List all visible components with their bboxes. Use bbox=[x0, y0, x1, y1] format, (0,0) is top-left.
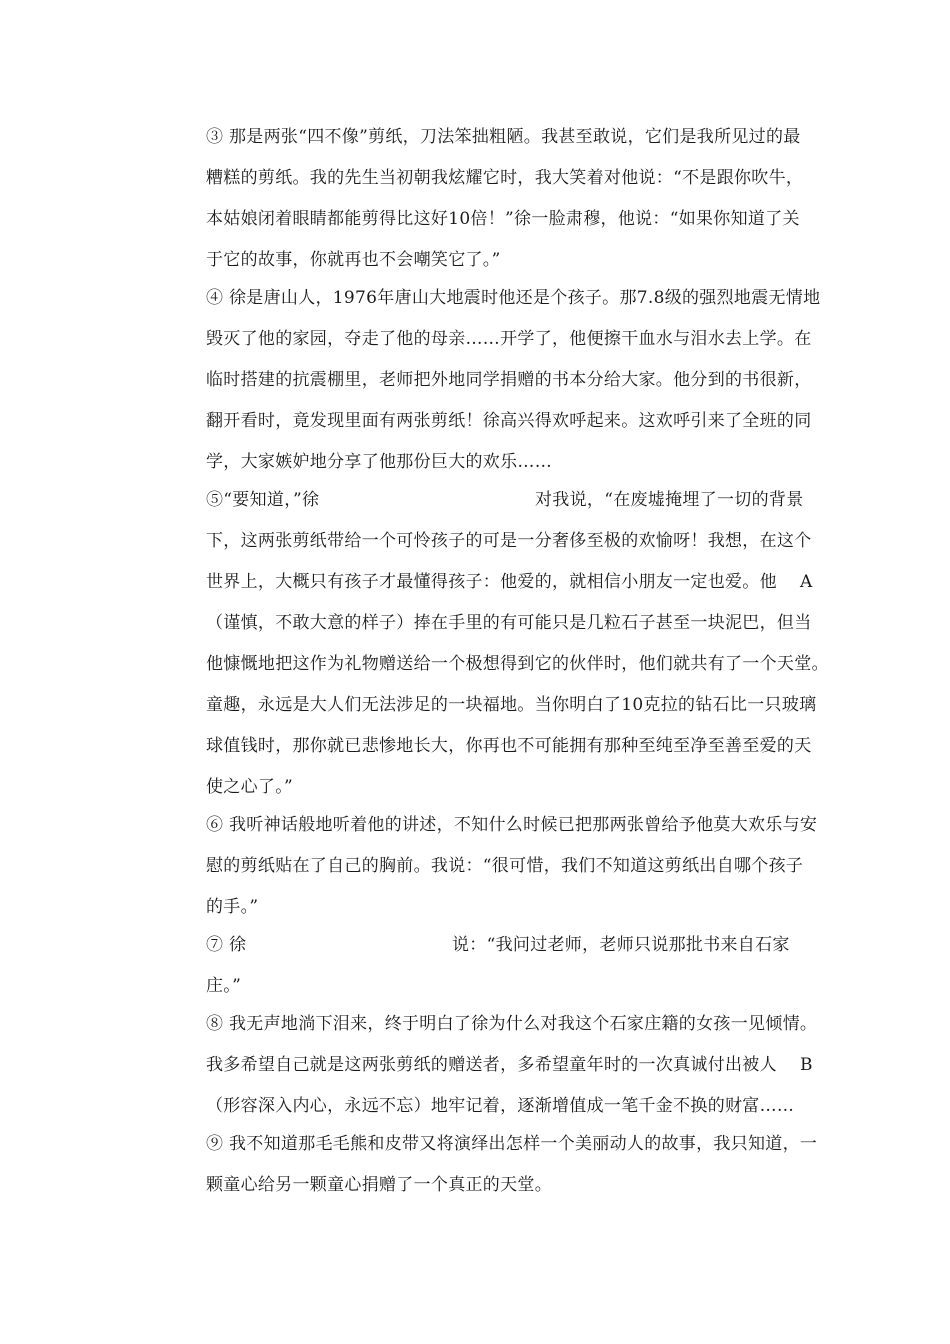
text-line: （谨慎，不敢大意的样子）捧在手里的有可能只是几粒石子甚至一块泥巴，但当 bbox=[206, 613, 812, 633]
text-line-with-gap bbox=[206, 485, 806, 515]
text-line: 球值钱时，那你就已悲惨地长大，你再也不可能拥有那种至纯至净至善至爱的天 bbox=[206, 736, 812, 756]
text-segment: 我多希望自己就是这两张剪纸的赠送者，多希望童年时的一次真诚付出被人 bbox=[206, 1055, 777, 1075]
text-line: 毁灭了他的家园，夺走了他的母亲……开学了，他便擦干血水与泪水去上学。在 bbox=[206, 329, 812, 349]
text-line: （形容深入内心，永远不忘）地牢记着，逐渐增值成一笔千金不换的财富…… bbox=[206, 1096, 795, 1116]
text-line-with-blank bbox=[206, 1050, 813, 1080]
text-line: 童趣，永远是大人们无法涉足的一块福地。当你明白了10克拉的钻石比一只玻璃 bbox=[206, 695, 817, 715]
paragraph-5-continuation: 对我说，“在废墟掩埋了一切的背景 bbox=[535, 490, 804, 510]
text-line: 使之心了。” bbox=[206, 777, 293, 797]
text-line: 他慷慨地把这作为礼物赠送给一个极想得到它的伙伴时，他们就共有了一个天堂。 bbox=[206, 654, 829, 674]
blank-marker-a: A bbox=[800, 572, 813, 592]
text-line: 翻开看时，竟发现里面有两张剪纸！徐高兴得欢呼起来。这欢呼引来了全班的同 bbox=[206, 411, 812, 431]
text-line: 颗童心给另一颗童心捐赠了一个真正的天堂。 bbox=[206, 1175, 552, 1195]
paragraph-7-start: ⑦ 徐 bbox=[206, 935, 247, 955]
text-line: 下，这两张剪纸带给一个可怜孩子的可是一分奢侈至极的欢愉呀！我想，在这个 bbox=[206, 531, 812, 551]
text-line: ⑨ 我不知道那毛毛熊和皮带又将演绎出怎样一个美丽动人的故事，我只知道，一 bbox=[206, 1134, 818, 1154]
text-line-with-gap bbox=[206, 930, 806, 960]
text-line: 于它的故事，你就再也不会嘲笑它了。” bbox=[206, 250, 501, 270]
text-line: ⑧ 我无声地淌下泪来，终于明白了徐为什么对我这个石家庄籍的女孩一见倾情。 bbox=[206, 1014, 818, 1034]
text-line: ③ 那是两张“四不像”剪纸，刀法笨拙粗陋。我甚至敢说，它们是我所见过的最 bbox=[206, 127, 801, 147]
text-line: 的手。” bbox=[206, 897, 259, 917]
text-line: ④ 徐是唐山人，1976年唐山大地震时他还是个孩子。那7.8级的强烈地震无情地 bbox=[206, 288, 821, 308]
text-line: 本姑娘闭着眼睛都能剪得比这好10倍！”徐一脸肃穆，他说：“如果你知道了关 bbox=[206, 209, 800, 229]
text-line: 慰的剪纸贴在了自己的胸前。我说：“很可惜，我们不知道这剪纸出自哪个孩子 bbox=[206, 856, 804, 876]
text-line: 临时搭建的抗震棚里，老师把外地同学捐赠的书本分给大家。他分到的书很新， bbox=[206, 370, 812, 390]
blank-marker-b: B bbox=[800, 1055, 813, 1075]
paragraph-5-start: ⑤“要知道，”徐 bbox=[206, 490, 320, 510]
paragraph-7-continuation: 说：“我问过老师，老师只说那批书来自石家 bbox=[452, 935, 790, 955]
text-line: 学，大家嫉妒地分享了他那份巨大的欢乐…… bbox=[206, 452, 552, 472]
text-line: 糟糕的剪纸。我的先生当初朝我炫耀它时，我大笑着对他说：“不是跟你吹牛， bbox=[206, 168, 804, 188]
text-line-with-blank bbox=[206, 567, 813, 597]
text-segment: 世界上，大概只有孩子才最懂得孩子：他爱的，就相信小朋友一定也爱。他 bbox=[206, 572, 777, 592]
text-line: ⑥ 我听神话般地听着他的讲述，不知什么时候已把那两张曾给予他莫大欢乐与安 bbox=[206, 815, 818, 835]
text-line: 庄。” bbox=[206, 976, 242, 996]
